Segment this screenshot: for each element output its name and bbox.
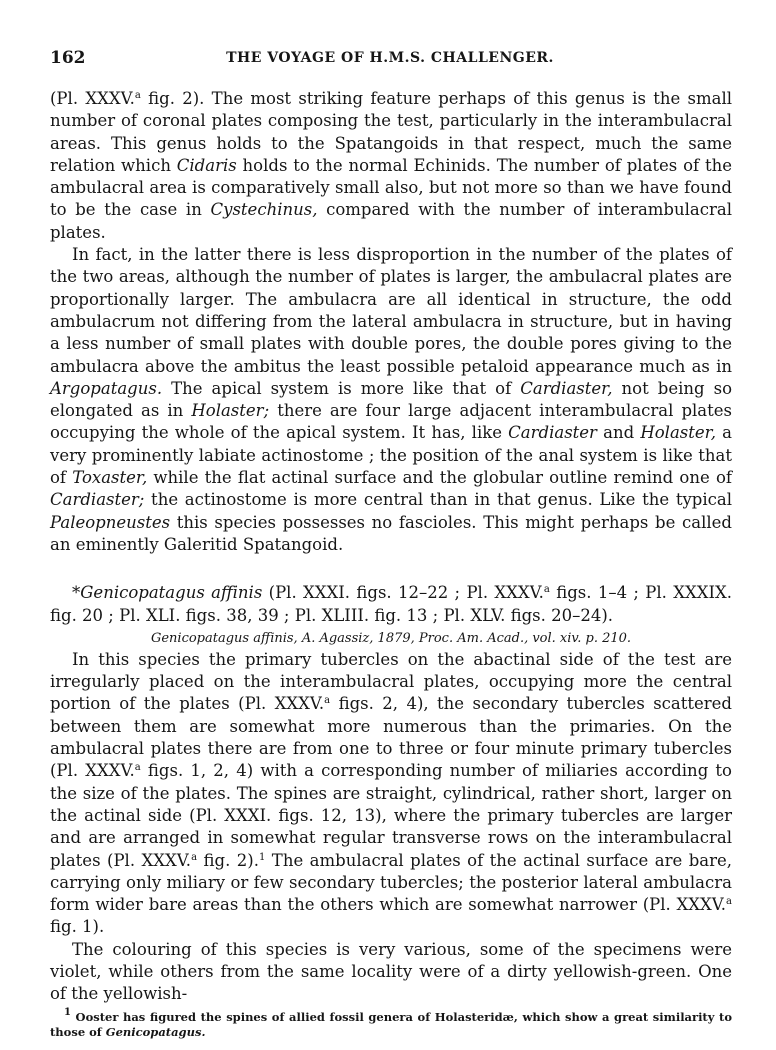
species-heading: *Genicopatagus affinis (Pl. XXXI. figs. 12–22 ; Pl. XXXV.$^a$ figs. 1–4 ; Pl. XXXIX. fig. 20 ; Pl. XLI. figs. 38, 39 ; Pl. XLIII. fig. 13 ; Pl. XLV. figs. 20–24).: [50, 583, 733, 625]
footnote: $^1$ Ooster has figured the spines of allied fossil genera of Holasteridæ, which show a great similarity to those of Genicopatagus.: [50, 1006, 732, 1039]
page-number: 162: [50, 48, 86, 68]
paragraph-colouring: The colouring of this species is very various, some of the specimens were violet, while others from the same locality were of a dirty yellowish-green. One of the yellowish-: [50, 939, 732, 1004]
species-reference: Genicopatagus affinis, A. Agassiz, 1879, Proc. Am. Acad., vol. xiv. p. 210.: [150, 630, 632, 646]
paragraph-genus-description: (Pl. XXXV.$^a$ fig. 2). The most striking feature perhaps of this genus is the small number of coronal plates composing the test, particularly in the interambulacral areas. This genus holds to the Spatangoids in that respect, much the same relation which Cidaris holds to the normal Echinids. The number of plates of the ambulacral area is comparatively small also, but not more so than we have found to be the case in Cystechinus, compared with the number of interambulacral plates.: [50, 89, 733, 242]
paragraph-plate-proportions: In fact, in the latter there is less disproportion in the number of the plates of the two areas, although the number of plates is larger, the ambulacral plates are proportionally larger. The ambulacra are all identical in structure, the odd ambulacrum not differing from the lateral ambulacra in structure, but in having a less number of small plates with double pores, the double pores giving to the ambulacra above the ambitus the least possible petaloid appearance much as in Argopatagus. The apical system is more like that of Cardiaster, not being so elongated as in Holaster; there are four large adjacent interambulacral plates occupying the whole of the apical system. It has, like Cardiaster and Holaster, a very prominently labiate actinostome ; the position of the anal system is like that of Toxaster, while the flat actinal surface and the globular outline remind one of Cardiaster; the actinostome is more central than in that genus. Like the typical Paleopneustes this species possesses no fascioles. This might perhaps be called an eminently Galeritid Spatangoid.: [50, 245, 732, 554]
paragraph-tubercles: In this species the primary tubercles on the abactinal side of the test are irregularly placed on the interambulacral plates, occupying more the central portion of the plates (Pl. XXXV.$^a$ figs. 2, 4), the secondary tubercles scattered between them are somewhat more numerous than the primaries. On the ambulacral plates there are from one to three or four minute primary tubercles (Pl. XXXV.$^a$ figs. 1, 2, 4) with a corresponding number of miliaries according to the size of the plates. The spines are straight, cylindrical, rather short, larger on the actinal side (Pl. XXXI. figs. 12, 13), where the primary tubercles are larger and are arranged in somewhat regular transverse rows on the interambulacral plates (Pl. XXXV.$^a$ fig. 2).$^1$ The ambulacral plates of the actinal surface are bare, carrying only miliary or few secondary tubercles; the posterior lateral ambulacra form wider bare areas than the others which are somewhat narrower (Pl. XXXV.$^a$ fig. 1).: [50, 649, 733, 937]
page-header: [50, 48, 730, 72]
body-text: [50, 88, 732, 1040]
running-title: THE VOYAGE OF H.M.S. CHALLENGER.: [226, 50, 554, 66]
